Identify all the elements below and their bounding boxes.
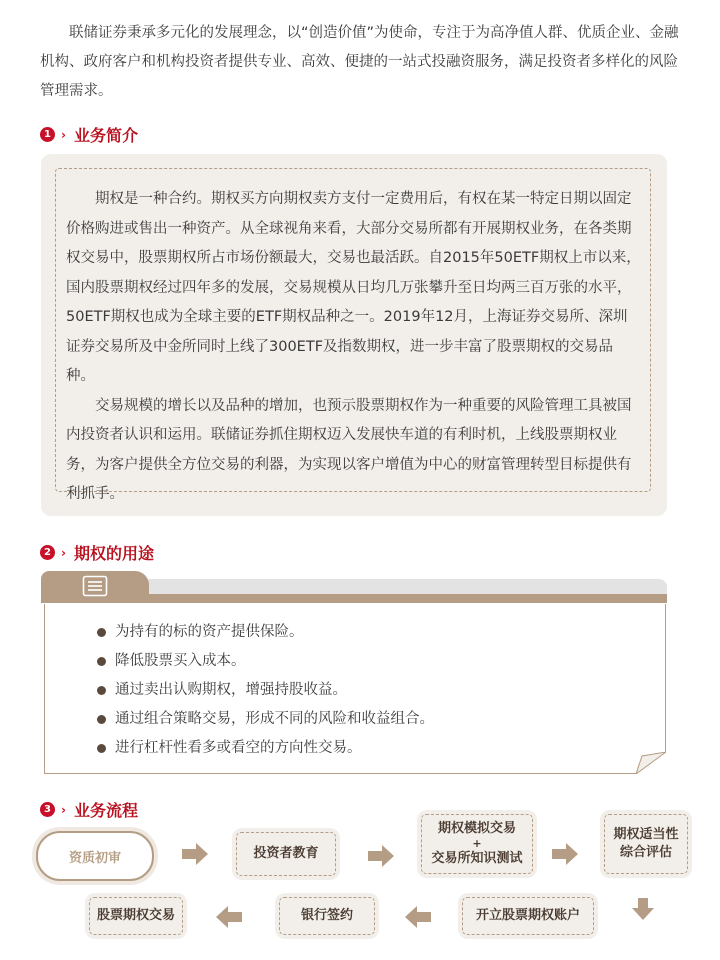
flow-node-line: 综合评估 (619, 845, 672, 860)
flow-node-trading (89, 897, 183, 935)
flow-node-line: 期权模拟交易 (437, 821, 516, 836)
flow-node-education (236, 832, 336, 876)
list-item: 通过卖出认购期权，增强持股收益。 (97, 676, 665, 705)
list-item: 为持有的标的资产提供保险。 (97, 618, 665, 647)
section-title-intro: 业务简介 (73, 126, 138, 145)
flow-node-label: 投资者教育 (253, 846, 319, 861)
section-title-uses: 期权的用途 (73, 544, 154, 563)
section-number-1: 1 (40, 127, 55, 142)
chevron-icon: › (61, 127, 66, 142)
chevron-icon: › (61, 802, 66, 817)
tab-gray-strip (141, 579, 667, 594)
flow-node-bank-signing (279, 897, 375, 935)
flow-node-label: 股票期权交易 (96, 908, 175, 923)
arrow-right-icon (552, 843, 578, 865)
list-item: 降低股票买入成本。 (97, 647, 665, 676)
flow-node-line: + (472, 837, 482, 850)
intro-panel-paragraph-2: 交易规模的增长以及品种的增加，也预示股票期权作为一种重要的风险管理工具被国内投资者认识和运用。联储证券抓住期权迈入发展快车道的有利时机，上线股票期权业务，为客户提供全方位交易的利器，为实现以客户增值为中心的财富管理转型目标提供有利抓手。 (66, 397, 632, 502)
uses-tab (41, 571, 149, 601)
flow-node-label: 银行签约 (300, 908, 353, 923)
list-item: 通过组合策略交易，形成不同的风险和收益组合。 (97, 705, 665, 734)
uses-box (44, 604, 666, 774)
flow-node-label (431, 820, 522, 868)
flow-node-line: 期权适当性 (613, 827, 679, 842)
section-heading-uses (40, 541, 154, 564)
arrow-left-icon (216, 906, 242, 928)
intro-panel-paragraph-1: 期权是一种合约。期权买方向期权卖方支付一定费用后，有权在某一特定日期以固定价格购进或售出一种资产。从全球视角来看，大部分交易所都有开展期权业务，在各类期权交易中，股票期权所占市场份额最大，交易也最活跃。自2015年50ETF期权上市以来，国内股票期权经过四年多的发展，交易规模从日均几万张攀升至日均两三百万张的水平，50ETF期权也成为全球主要的ETF期权品种之一。2019年12月，上海证券交易所、深圳证券交易所及中金所同时上线了300ETF及指数期权，进一步丰富了股票期权的交易品种。 (66, 191, 641, 384)
arrow-right-icon (368, 845, 394, 867)
intro-paragraph: 联储证券秉承多元化的发展理念，以“创造价值”为使命，专注于为高净值人群、优质企业、金融机构、政府客户和机构投资者提供专业、高效、便捷的一站式投融资服务，满足投资者多样化的风险管理需求。 (40, 25, 679, 99)
flow-node-suitability (604, 814, 688, 874)
intro-panel (41, 154, 667, 516)
arrow-down-icon (632, 898, 654, 920)
section-title-process: 业务流程 (73, 801, 138, 820)
flow-node-label (613, 826, 678, 862)
list-item: 进行杠杆性看多或看空的方向性交易。 (97, 734, 665, 763)
section-number-2: 2 (40, 545, 55, 560)
arrow-right-icon (182, 843, 208, 865)
section-heading-intro (40, 123, 138, 146)
flow-node-open-account (462, 897, 594, 935)
section-heading-process (40, 798, 138, 821)
page-fold-corner (636, 752, 666, 774)
uses-list (45, 604, 665, 763)
section-number-3: 3 (40, 802, 55, 817)
flow-start-node: 资质初审 (36, 831, 154, 881)
document-icon (82, 575, 108, 597)
arrow-left-icon (405, 906, 431, 928)
chevron-icon: › (61, 545, 66, 560)
intro-panel-dashed-frame (55, 168, 651, 502)
flow-node-label: 开立股票期权账户 (475, 908, 580, 923)
uses-tab-header (41, 571, 667, 605)
flow-node-simulation (421, 814, 533, 874)
flow-node-line: 交易所知识测试 (431, 851, 523, 866)
